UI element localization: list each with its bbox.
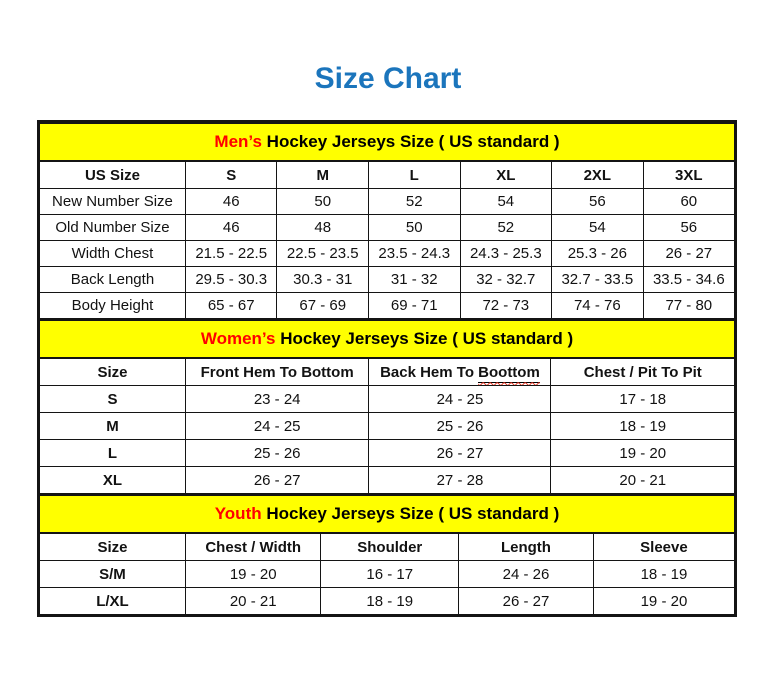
size-cell: 52 — [460, 215, 552, 241]
row-label: L/XL — [40, 588, 186, 615]
size-cell: 54 — [460, 189, 552, 215]
size-cell: 65 - 67 — [185, 293, 277, 319]
size-cell: 50 — [277, 189, 369, 215]
size-cell: 19 - 20 — [593, 588, 734, 615]
table-row — [40, 241, 735, 267]
size-cell: 24 - 25 — [185, 413, 368, 440]
size-cell: 56 — [643, 215, 734, 241]
size-cell: 67 - 69 — [277, 293, 369, 319]
row-label: XL — [40, 467, 186, 494]
size-cell: 25.3 - 26 — [552, 241, 644, 267]
column-header: Size — [40, 358, 186, 386]
youth-section-title — [40, 495, 735, 533]
row-label: Body Height — [40, 293, 186, 319]
mens-section-title — [40, 123, 735, 161]
column-header: 2XL — [552, 161, 644, 189]
size-cell: 23 - 24 — [185, 386, 368, 413]
size-cell: 22.5 - 23.5 — [277, 241, 369, 267]
table-row — [40, 215, 735, 241]
size-cell: 21.5 - 22.5 — [185, 241, 277, 267]
column-header: S — [185, 161, 277, 189]
size-cell: 25 - 26 — [369, 413, 551, 440]
size-cell: 26 - 27 — [369, 440, 551, 467]
size-cell: 18 - 19 — [321, 588, 459, 615]
table-row — [40, 413, 735, 440]
page-title: Size Chart — [314, 62, 462, 95]
womens-title-rest: Hockey Jerseys Size ( US standard ) — [275, 329, 574, 348]
size-cell: 74 - 76 — [552, 293, 644, 319]
youth-highlight: Youth — [214, 504, 262, 523]
row-label: S/M — [40, 561, 186, 588]
size-cell: 77 - 80 — [643, 293, 734, 319]
column-header — [369, 358, 551, 386]
womens-section-title — [40, 320, 735, 358]
table-row — [40, 123, 735, 161]
size-cell: 26 - 27 — [459, 588, 594, 615]
row-label: Old Number Size — [40, 215, 186, 241]
size-cell: 54 — [552, 215, 644, 241]
size-cell: 32 - 32.7 — [460, 267, 552, 293]
size-cell: 20 - 21 — [185, 588, 321, 615]
size-cell: 18 - 19 — [593, 561, 734, 588]
size-cell: 48 — [277, 215, 369, 241]
table-row — [40, 358, 735, 386]
table-row — [40, 588, 735, 615]
size-cell: 17 - 18 — [551, 386, 735, 413]
column-header: Length — [459, 533, 594, 561]
womens-highlight: Women’s — [200, 329, 276, 348]
size-cell: 25 - 26 — [185, 440, 368, 467]
table-row — [40, 495, 735, 533]
size-cell: 56 — [552, 189, 644, 215]
table-row — [40, 561, 735, 588]
size-cell: 24.3 - 25.3 — [460, 241, 552, 267]
size-cell: 50 — [369, 215, 461, 241]
size-cell: 52 — [369, 189, 461, 215]
youth-title-rest: Hockey Jerseys Size ( US standard ) — [261, 504, 560, 523]
row-label: M — [40, 413, 186, 440]
size-cell: 24 - 25 — [369, 386, 551, 413]
mens-highlight: Men’s — [214, 132, 262, 151]
column-header: Sleeve — [593, 533, 734, 561]
size-cell: 18 - 19 — [551, 413, 735, 440]
size-cell: 30.3 - 31 — [277, 267, 369, 293]
size-cell: 31 - 32 — [369, 267, 461, 293]
table-row — [40, 440, 735, 467]
mens-title-rest: Hockey Jerseys Size ( US standard ) — [261, 132, 560, 151]
column-header-text: Back Hem To — [380, 363, 479, 381]
table-row — [40, 386, 735, 413]
size-cell: 23.5 - 24.3 — [369, 241, 461, 267]
size-cell: 16 - 17 — [321, 561, 459, 588]
row-label: S — [40, 386, 186, 413]
size-cell: 19 - 20 — [185, 561, 321, 588]
table-row — [40, 467, 735, 494]
column-header: Size — [40, 533, 186, 561]
table-row — [40, 267, 735, 293]
size-cell: 69 - 71 — [369, 293, 461, 319]
column-header: L — [369, 161, 461, 189]
column-header: Shoulder — [321, 533, 459, 561]
row-label: L — [40, 440, 186, 467]
size-cell: 46 — [185, 215, 277, 241]
womens-size-table — [39, 319, 735, 494]
size-chart-tables — [37, 120, 737, 617]
size-cell: 60 — [643, 189, 734, 215]
size-cell: 26 - 27 — [643, 241, 734, 267]
column-header: XL — [460, 161, 552, 189]
misspelled-word: Boottom — [478, 363, 540, 381]
size-cell: 72 - 73 — [460, 293, 552, 319]
table-row — [40, 320, 735, 358]
row-label: Back Length — [40, 267, 186, 293]
size-cell: 19 - 20 — [551, 440, 735, 467]
column-header: Front Hem To Bottom — [185, 358, 368, 386]
size-cell: 24 - 26 — [459, 561, 594, 588]
size-cell: 27 - 28 — [369, 467, 551, 494]
column-header: Chest / Width — [185, 533, 321, 561]
row-label: New Number Size — [40, 189, 186, 215]
size-cell: 29.5 - 30.3 — [185, 267, 277, 293]
size-cell: 33.5 - 34.6 — [643, 267, 734, 293]
table-row — [40, 293, 735, 319]
column-header: 3XL — [643, 161, 734, 189]
row-label: Width Chest — [40, 241, 186, 267]
column-header: Chest / Pit To Pit — [551, 358, 735, 386]
column-header: M — [277, 161, 369, 189]
size-cell: 32.7 - 33.5 — [552, 267, 644, 293]
table-row — [40, 189, 735, 215]
column-header: US Size — [40, 161, 186, 189]
size-cell: 20 - 21 — [551, 467, 735, 494]
youth-size-table — [39, 494, 735, 615]
size-cell: 26 - 27 — [185, 467, 368, 494]
mens-size-table — [39, 122, 735, 319]
size-cell: 46 — [185, 189, 277, 215]
table-row — [40, 161, 735, 189]
table-row — [40, 533, 735, 561]
